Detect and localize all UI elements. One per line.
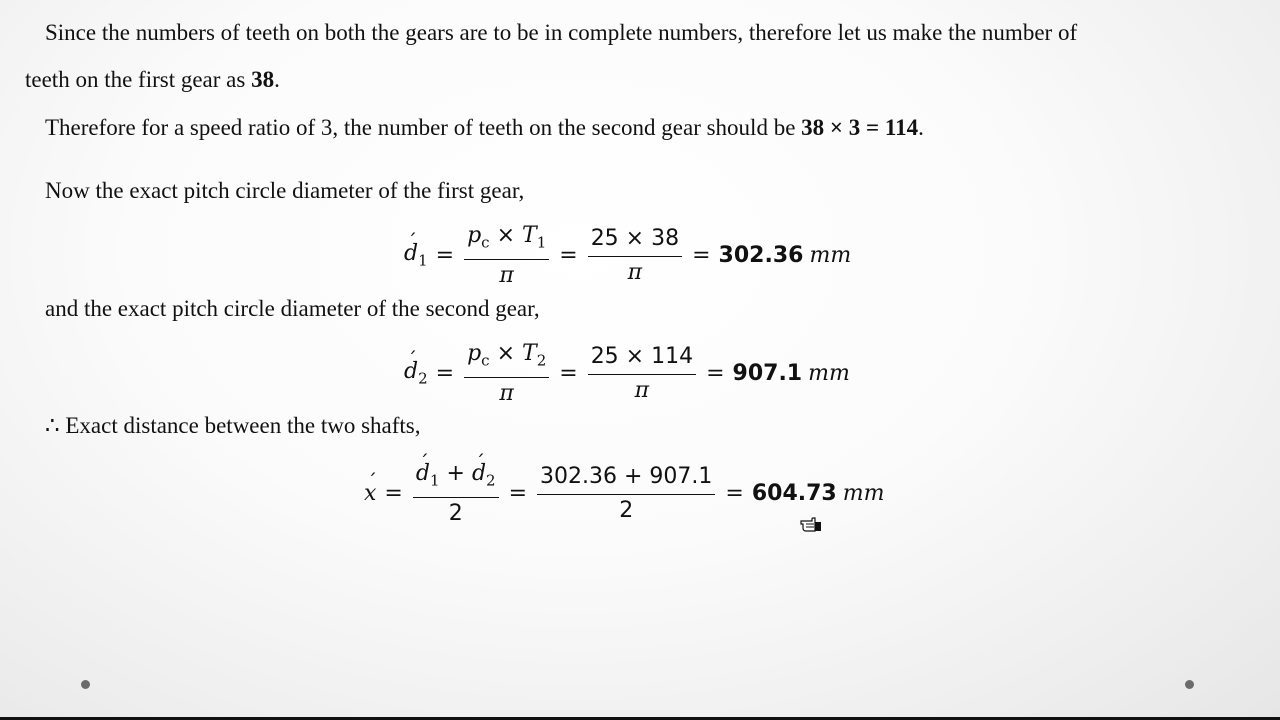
numeric-fraction: $\frac{302.36 + 907.1}{2}$ [537,463,715,523]
equals-sign: = [384,480,403,506]
paragraph-3: Now the exact pitch circle diameter of the first gear, [45,178,525,203]
hand-pointer-icon [800,516,822,532]
symbolic-fraction: $\frac{p_c \times T_1}{\pi}$ [464,222,549,288]
equals-sign: = [725,480,744,506]
unit: mm [842,480,885,506]
result-value: 604.73 [751,480,837,506]
paragraph-1-line-1: Since the numbers of teeth on both the gears are to be in complete numbers, therefore let us make the number of [45,20,1078,45]
equals-sign: = [706,360,725,386]
lhs: ´ $d_2$ [404,359,428,387]
paragraph-5: ∴ Exact distance between the two shafts, [45,413,421,438]
paragraph-4: and the exact pitch circle diameter of the second gear, [45,296,540,321]
period: . [918,115,924,140]
equation-2 [404,340,850,406]
equals-sign: = [435,242,455,268]
bold-expression: 38 × 3 = 114 [801,115,919,140]
paragraph-2 [45,114,924,142]
result-value: 302.36 [718,242,804,268]
text: Therefore for a speed ratio of 3, the number of teeth on the second gear should be [45,115,802,140]
paragraph-1-line-2 [25,66,280,94]
equals-sign: = [692,242,711,268]
unit: mm [809,242,852,268]
period: . [274,67,280,92]
equals-sign: = [435,360,455,386]
unit: mm [808,360,850,386]
equals-sign: = [559,360,578,386]
text: teeth on the first gear as [25,67,252,92]
numeric-fraction: $\frac{25 \times 114}{\pi}$ [588,343,696,403]
right-nav-dot[interactable] [1185,680,1194,689]
bold-value: 38 [251,67,275,92]
symbolic-fraction: ´ $\frac{d_1 + ´ d_2}{2}$ [413,460,499,526]
equals-sign: = [508,480,528,506]
left-nav-dot[interactable] [81,680,90,689]
numeric-fraction: $\frac{25 \times 38}{\pi}$ [588,225,682,285]
lhs: ´ x [364,481,376,506]
result-value: 907.1 [732,360,803,386]
equals-sign: = [559,242,578,268]
equation-1 [404,222,851,288]
symbolic-fraction: $\frac{p_c \times T_2}{\pi}$ [464,340,549,406]
lhs: ´ $d_1$ [404,241,428,269]
